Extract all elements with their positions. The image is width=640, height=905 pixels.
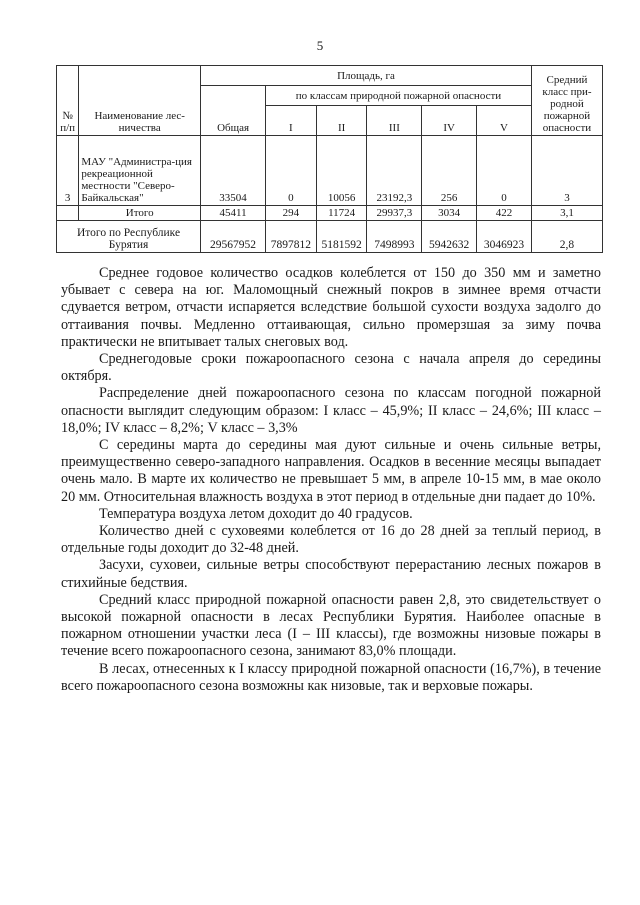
header-class-1: I [266,106,317,136]
paragraph: Среднегодовые сроки пожароопасного сезона с начала апреля до середины октября. [61,351,601,385]
header-name: Наименование лес-ничества [79,66,201,136]
row-avg: 3,1 [531,206,602,221]
summary-total: 29567952 [201,221,266,253]
row-avg: 3 [531,136,602,206]
row-class-1: 0 [266,136,317,206]
row-class-3: 23192,3 [367,136,422,206]
page-number: 5 [316,38,324,53]
paragraph: Распределение дней пожароопасного сезона по классам погодной пожарной опасности выглядит следующим образом: I класс – 45,9%; II класс – 24,6%; III класс – 18,0%; IV класс – 8,2%; V класс – 3,3% [61,385,601,436]
header-class-2: II [316,106,367,136]
row-name: МАУ "Администра-ция рекреационной местности "Северо-Байкальская" [79,136,201,206]
row-class-1: 294 [266,206,317,221]
header-no: № п/п [57,66,79,136]
summary-class-2: 5181592 [316,221,367,253]
row-no [57,206,79,221]
header-class-5: V [477,106,532,136]
summary-class-3: 7498993 [367,221,422,253]
row-class-4: 3034 [422,206,477,221]
row-class-2: 11724 [316,206,367,221]
row-class-4: 256 [422,136,477,206]
paragraph: Температура воздуха летом доходит до 40 градусов. [99,505,413,522]
table-row [57,206,603,221]
summary-class-4: 5942632 [422,221,477,253]
forestry-fire-table [56,65,603,253]
paragraph: Засухи, суховеи, сильные ветры способствуют перерастанию лесных пожаров в стихийные бедствия. [61,557,601,591]
header-total: Общая [201,86,266,136]
header-by-class: по классам природной пожарной опасности [266,86,532,106]
summary-name: Итого по Республике Бурятия [57,221,201,253]
row-total: 45411 [201,206,266,221]
summary-class-5: 3046923 [477,221,532,253]
row-class-2: 10056 [316,136,367,206]
paragraph: Количество дней с суховеями колеблется от 16 до 28 дней за теплый период, в отдельные годы доходит до 32-48 дней. [61,523,601,557]
header-area: Площадь, га [201,66,532,86]
row-class-3: 29937,3 [367,206,422,221]
paragraph: Среднее годовое количество осадков колеблется от 150 до 350 мм и заметно убывает с севера на юг. Маломощный снежный покров в зимнее время отчасти сдувается ветром, отчасти испаряется вследствие большой сухости воздуха задолго до оттаивания почвы. Медленно оттаивающая, сильно промерзшая за зиму почва практически не впитывает талых снеговых вод. [61,265,601,350]
paragraph: В лесах, отнесенных к I классу природной пожарной опасности (16,7%), в течение всего пожароопасного сезона возможны как низовые, так и верховые пожары. [61,660,601,694]
row-class-5: 422 [477,206,532,221]
row-class-5: 0 [477,136,532,206]
header-avg-class: Средний класс при-родной пожарной опасности [531,66,602,136]
body-text [61,265,601,695]
row-no: 3 [57,136,79,206]
header-class-4: IV [422,106,477,136]
summary-row [57,221,603,253]
header-class-3: III [367,106,422,136]
row-total: 33504 [201,136,266,206]
row-name: Итого [79,206,201,221]
paragraph: Средний класс природной пожарной опасности равен 2,8, это свидетельствует о высокой пожарной опасности в лесах Республики Бурятия. Наиболее опасные в пожарном отношении участки леса (I – III классы), где возможны низовые пожары в течение всего пожароопасного сезона, занимают 83,0% площади. [61,591,601,660]
summary-avg: 2,8 [531,221,602,253]
paragraph: С середины марта до середины мая дуют сильные и очень сильные ветры, преимущественно северо-западного направления. Осадков в весенние месяцы выпадает очень мало. В марте их количество не превышает 5 мм, в апреле 10-15 мм, в мае около 20 мм. Относительная влажность воздуха в этот период в отдельные дни падает до 10%. [61,437,601,505]
summary-class-1: 7897812 [266,221,317,253]
table-row [57,136,603,206]
